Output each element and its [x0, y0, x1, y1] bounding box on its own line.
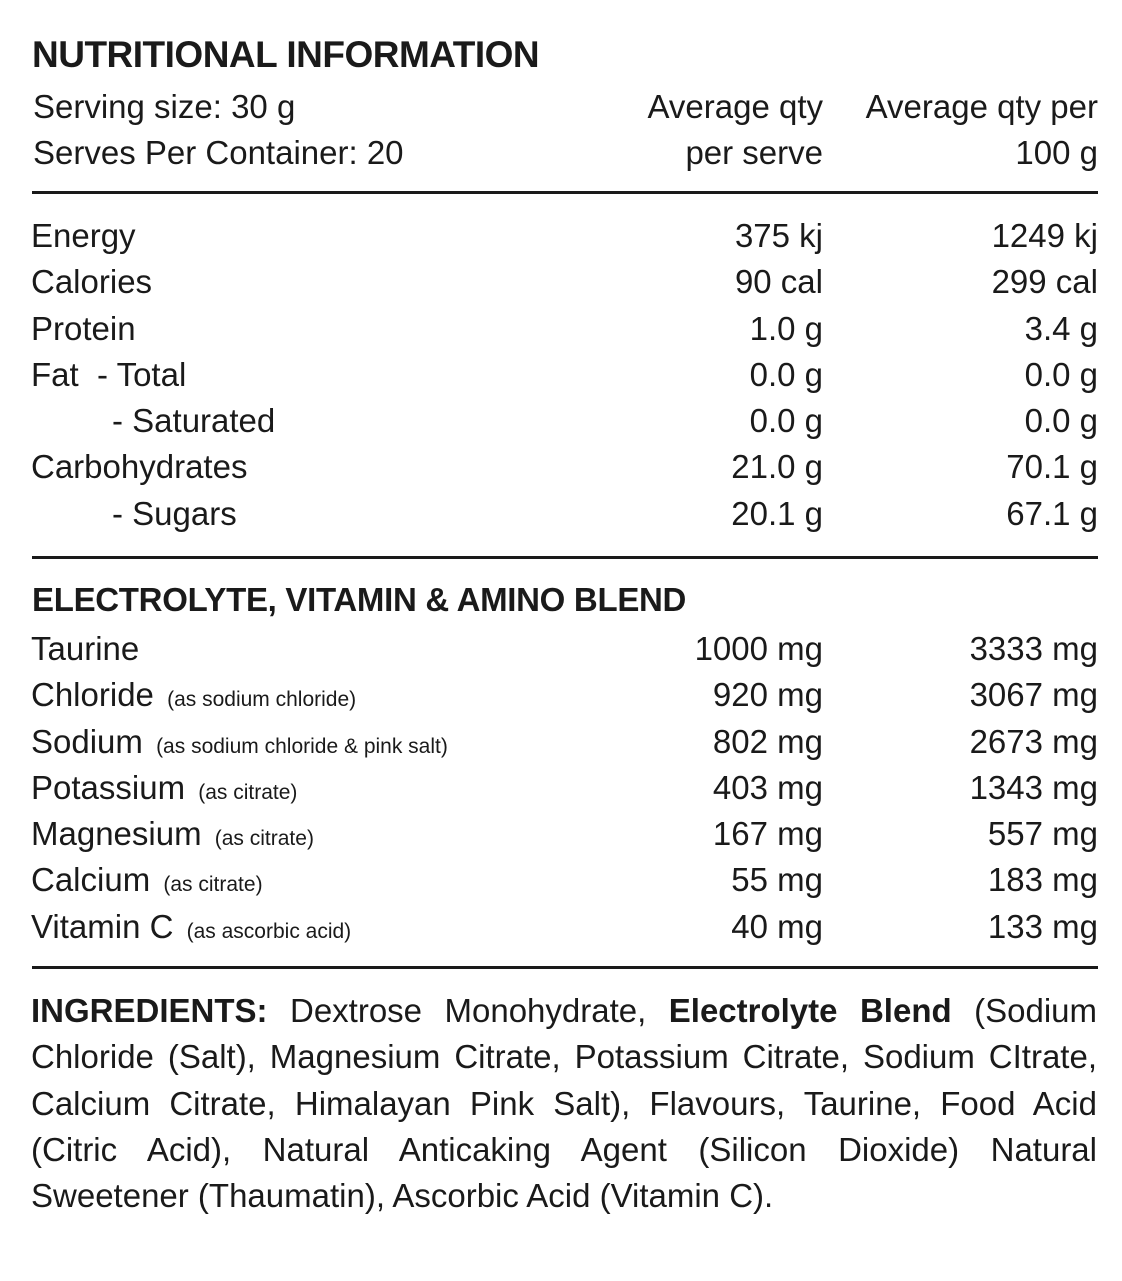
blend-label-note: (as ascorbic acid)	[186, 919, 352, 943]
ingredients-heading: INGREDIENTS:	[31, 992, 268, 1029]
column-header-per-serve	[647, 84, 823, 176]
blend-label	[31, 904, 351, 955]
nutrient-table	[0, 213, 1122, 537]
blend-label-text: Magnesium	[31, 815, 202, 853]
column-header-per-serve-line2: per serve	[685, 134, 823, 171]
divider-blend	[32, 966, 1098, 969]
divider-header	[32, 191, 1098, 194]
blend-per-serve: 55 mg	[731, 861, 823, 899]
blend-per-100g: 1343 mg	[969, 768, 1098, 806]
column-header-per-100g	[866, 84, 1098, 176]
blend-label	[31, 857, 263, 908]
nutrient-per-100g: 67.1 g	[1006, 494, 1098, 532]
blend-per-serve: 167 mg	[712, 815, 823, 853]
blend-label-note: (as citrate)	[214, 827, 314, 851]
blend-per-100g: 133 mg	[987, 907, 1098, 945]
blend-row	[0, 626, 1122, 672]
blend-per-serve: 1000 mg	[694, 630, 823, 667]
blend-row	[0, 811, 1122, 857]
nutrient-row	[0, 352, 1122, 398]
blend-label-note: (as sodium chloride)	[167, 688, 357, 712]
nutrient-per-serve: 1.0 g	[749, 309, 823, 347]
column-header-per-serve-line1: Average qty	[647, 88, 823, 125]
serving-size: Serving size: 30 g	[33, 88, 296, 125]
nutrient-per-serve: 20.1 g	[731, 494, 823, 532]
nutrient-label: Carbohydrates	[31, 448, 248, 486]
blend-label-note: (as sodium chloride & pink salt)	[156, 734, 448, 758]
blend-per-serve: 403 mg	[712, 768, 823, 806]
blend-per-serve: 802 mg	[712, 722, 823, 760]
nutrient-label: Energy	[31, 217, 136, 254]
nutrient-row	[0, 491, 1122, 537]
nutrient-per-serve: 0.0 g	[749, 402, 823, 440]
nutrient-per-serve: 90 cal	[734, 263, 823, 301]
column-header-per-100g-line1: Average qty per	[865, 88, 1098, 125]
nutrient-label: - Sugars	[112, 494, 237, 532]
blend-row	[0, 719, 1122, 765]
nutrient-per-100g: 1249 kj	[991, 217, 1098, 254]
divider-nutrients	[32, 556, 1098, 559]
blend-table	[0, 626, 1122, 950]
blend-label-note: (as citrate)	[198, 780, 298, 804]
blend-title: ELECTROLYTE, VITAMIN & AMINO BLEND	[32, 581, 687, 618]
nutrient-per-100g: 3.4 g	[1024, 309, 1098, 347]
ingredients-text-part1: Dextrose Monohydrate,	[267, 992, 669, 1029]
blend-label	[31, 811, 314, 862]
blend-per-100g: 3333 mg	[969, 630, 1098, 667]
blend-label	[31, 626, 143, 677]
blend-per-100g: 3067 mg	[969, 676, 1098, 714]
blend-per-100g: 2673 mg	[969, 722, 1098, 760]
ingredients-bold-part: Electrolyte Blend	[668, 992, 952, 1029]
blend-label-text: Taurine	[31, 630, 140, 667]
nutrient-label: Fat - Total	[31, 355, 187, 393]
serving-info	[33, 84, 404, 176]
nutrient-row	[0, 444, 1122, 490]
panel-title: NUTRITIONAL INFORMATION	[32, 34, 540, 75]
blend-label	[31, 672, 356, 723]
blend-per-serve: 920 mg	[712, 676, 823, 714]
blend-row	[0, 672, 1122, 718]
nutrient-per-100g: 299 cal	[991, 263, 1098, 301]
blend-label-note: (as citrate)	[163, 873, 263, 897]
nutrient-per-100g: 0.0 g	[1024, 402, 1098, 440]
nutrient-label: Protein	[31, 309, 136, 347]
ingredients-paragraph	[31, 988, 1097, 1219]
blend-label-text: Vitamin C	[31, 907, 174, 945]
blend-per-100g: 557 mg	[987, 815, 1098, 853]
blend-label	[31, 765, 297, 816]
nutrient-label: Calories	[31, 263, 153, 301]
nutrient-per-serve: 21.0 g	[731, 448, 823, 486]
blend-per-serve: 40 mg	[731, 907, 823, 945]
nutrient-per-100g: 0.0 g	[1024, 355, 1098, 393]
ingredients-text-part2: (Sodium Chloride (Salt), Magnesium Citrate, Potassium Citrate, Sodium CItrate, Calcium Citrate, Himalayan Pink Salt), Flavours, Taurine, Food Acid (Citric Acid), Natural Anticaking Agent (Silicon Dioxide) Natural Sweetener (Thaumatin), Ascorbic Acid (Vitamin C).	[31, 992, 1098, 1215]
nutrient-per-serve: 0.0 g	[749, 355, 823, 393]
serves-per-container: Serves Per Container: 20	[33, 134, 404, 171]
blend-row	[0, 904, 1122, 950]
nutrient-row	[0, 306, 1122, 352]
nutrient-label: - Saturated	[112, 402, 276, 440]
nutrient-per-100g: 70.1 g	[1006, 448, 1098, 486]
blend-per-100g: 183 mg	[987, 861, 1098, 899]
nutrient-row	[0, 398, 1122, 444]
blend-label-text: Calcium	[31, 861, 151, 899]
nutrient-per-serve: 375 kj	[734, 217, 823, 254]
blend-label-text: Potassium	[31, 768, 186, 806]
blend-label	[31, 719, 448, 770]
nutrient-row	[0, 213, 1122, 259]
nutrient-row	[0, 259, 1122, 305]
blend-row	[0, 857, 1122, 903]
blend-label-text: Sodium	[31, 722, 143, 760]
column-header-per-100g-line2: 100 g	[1015, 134, 1098, 171]
blend-row	[0, 765, 1122, 811]
blend-label-text: Chloride	[31, 676, 154, 714]
